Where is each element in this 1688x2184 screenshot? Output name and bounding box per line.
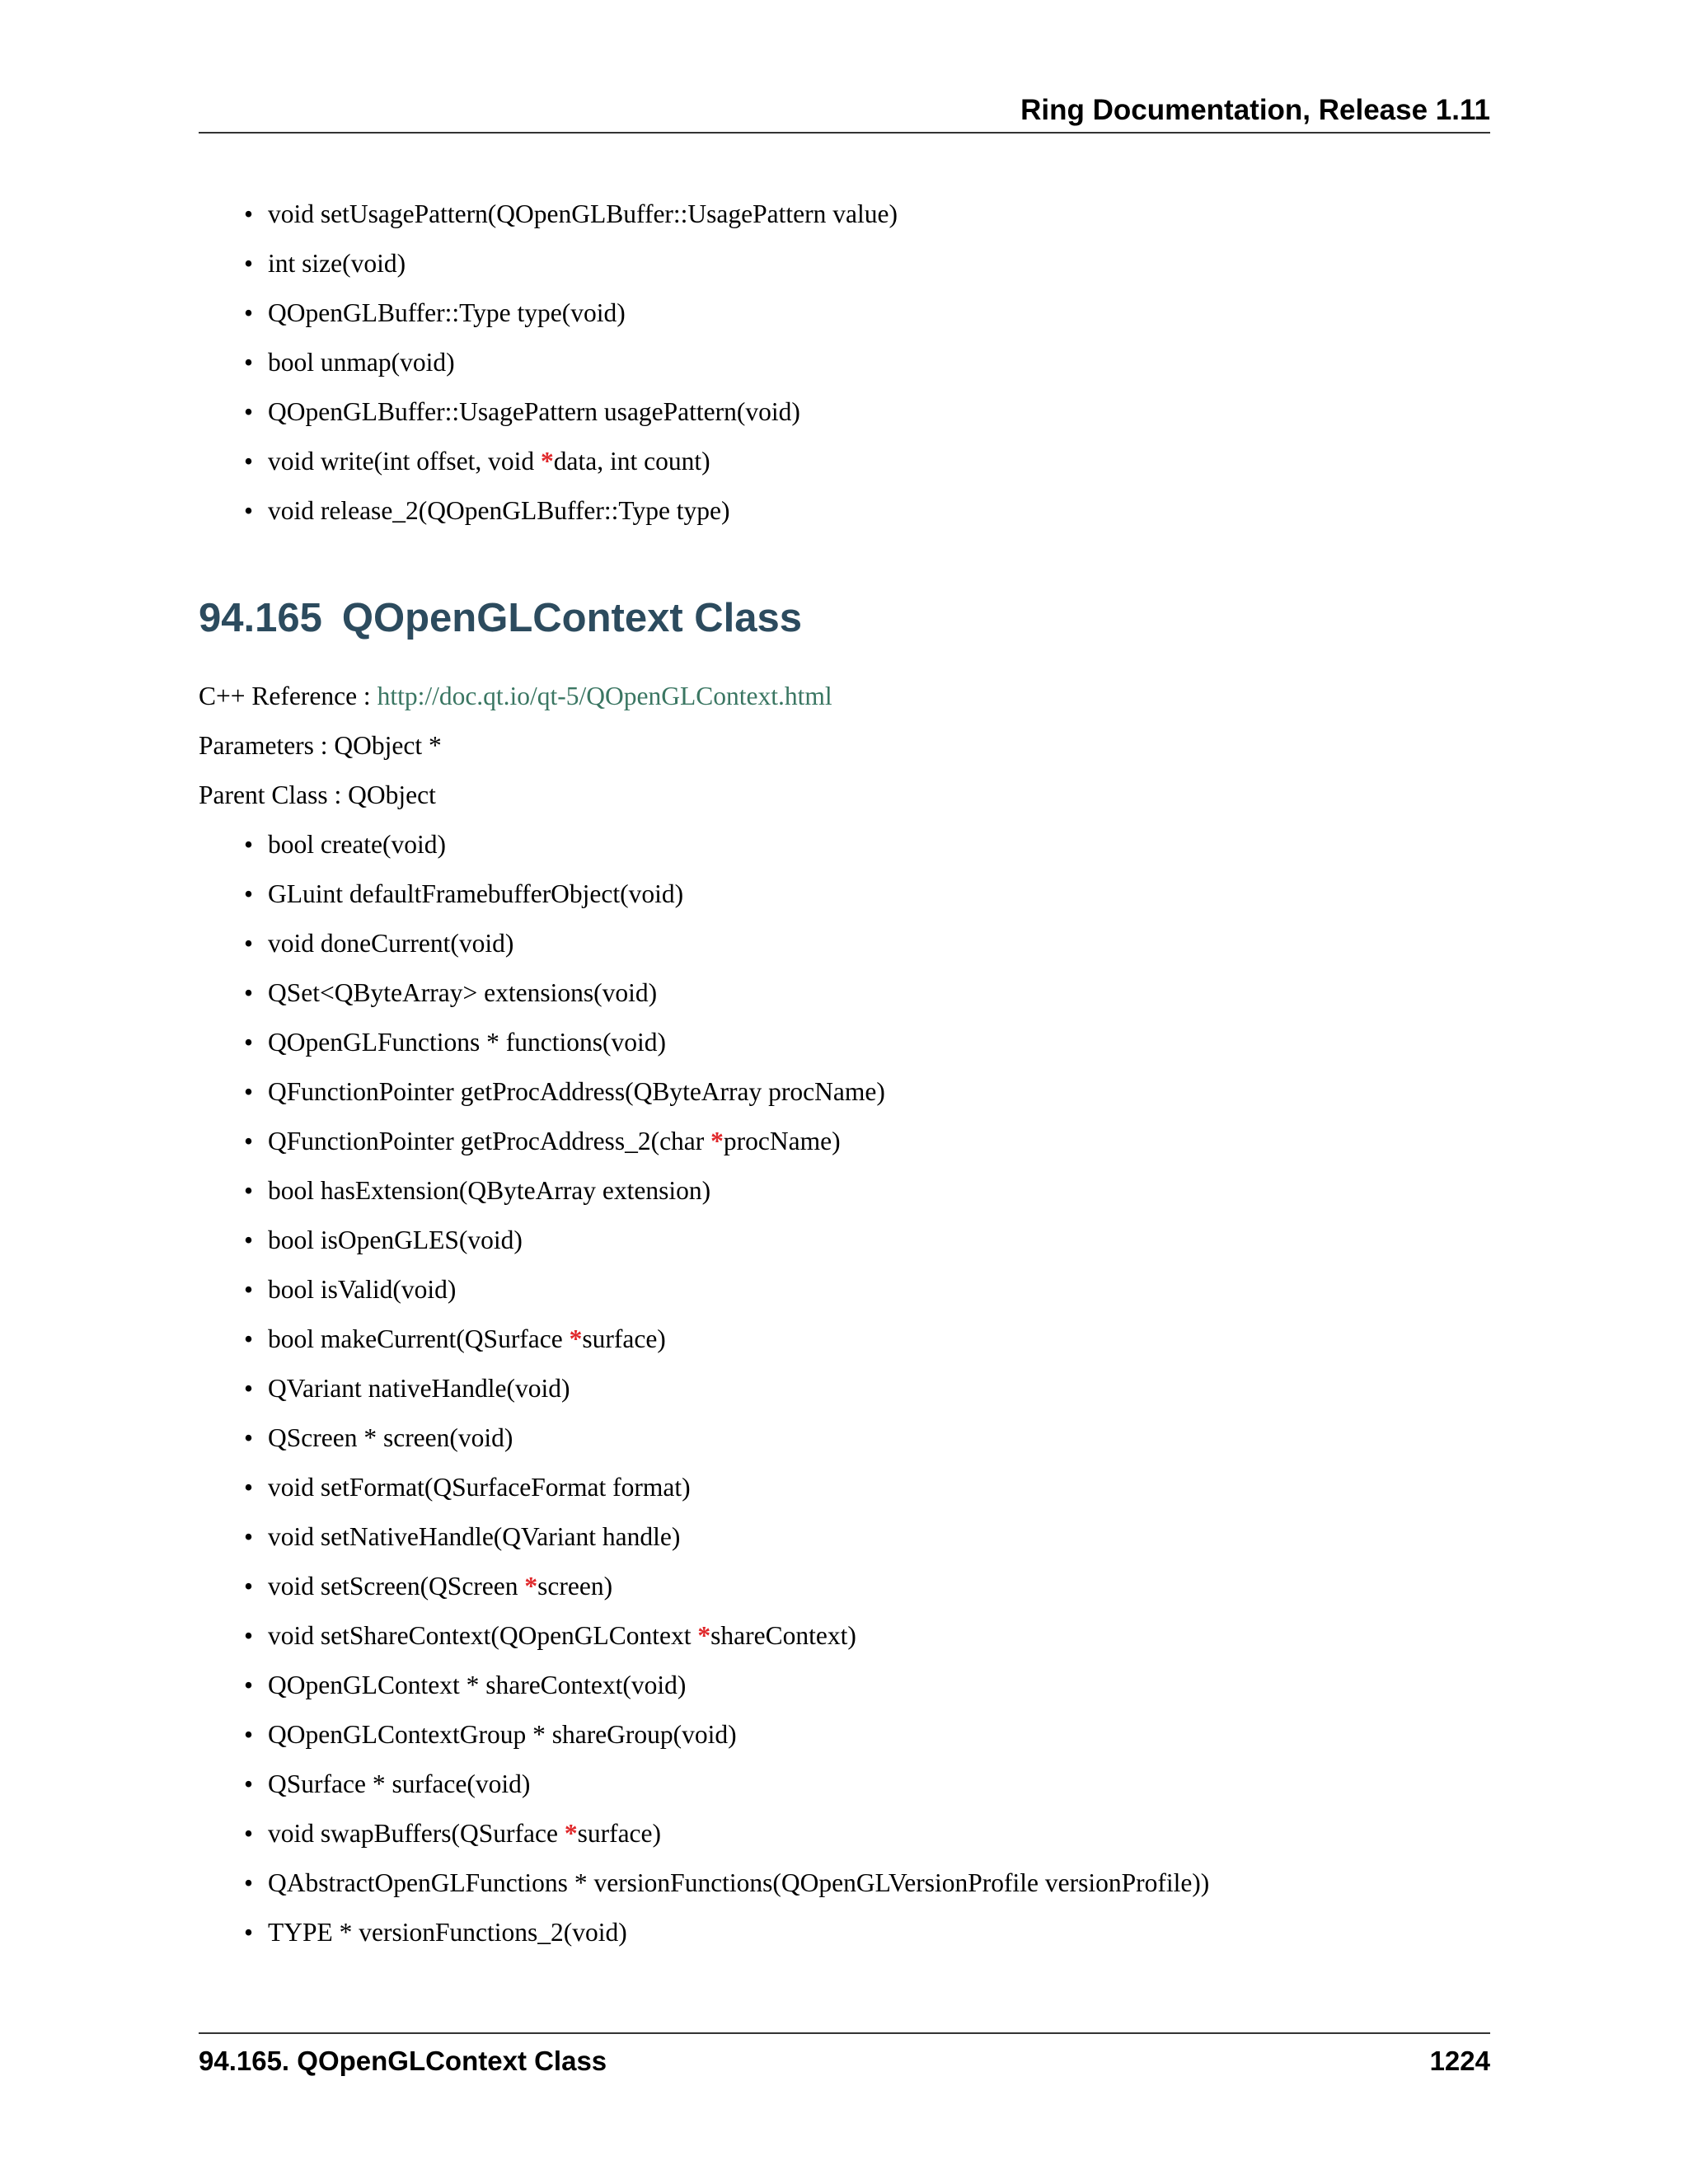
method-signature: bool isValid(void) xyxy=(268,1275,457,1304)
method-signature-rest: procName) xyxy=(723,1127,841,1155)
method-item xyxy=(199,1760,1209,1809)
method-item xyxy=(199,1809,1209,1858)
section-number: 94.165 xyxy=(199,596,322,640)
method-item xyxy=(199,239,898,288)
pointer-star: * xyxy=(564,1819,578,1848)
pointer-star: * xyxy=(569,1324,583,1353)
method-item xyxy=(199,1858,1209,1908)
bullet-icon: • xyxy=(244,1077,254,1106)
pointer-star: * xyxy=(710,1127,724,1155)
method-signature: void setShareContext(QOpenGLContext xyxy=(268,1621,698,1650)
page-number: 1224 xyxy=(1429,2046,1490,2076)
method-signature: QOpenGLBuffer::UsagePattern usagePattern(void) xyxy=(268,397,800,426)
method-signature: void swapBuffers(QSurface xyxy=(268,1819,565,1848)
method-item xyxy=(199,288,898,338)
bullet-icon: • xyxy=(244,1522,254,1551)
method-item xyxy=(199,820,1209,869)
method-signature: QFunctionPointer getProcAddress(QByteArray procName) xyxy=(268,1077,885,1106)
parent-class-line: Parent Class : QObject xyxy=(199,780,436,809)
parameters-line: Parameters : QObject * xyxy=(199,731,442,760)
bullet-icon: • xyxy=(244,1028,254,1057)
method-signature: QOpenGLBuffer::Type type(void) xyxy=(268,298,626,327)
method-signature: bool hasExtension(QByteArray extension) xyxy=(268,1176,711,1205)
method-item xyxy=(199,1661,1209,1710)
method-item xyxy=(199,1908,1209,1957)
bullet-icon: • xyxy=(244,496,254,525)
method-item xyxy=(199,1463,1209,1512)
method-item xyxy=(199,1216,1209,1265)
section-title: QOpenGLContext Class xyxy=(341,596,803,640)
method-signature-rest: screen) xyxy=(537,1572,613,1601)
method-item xyxy=(199,338,898,387)
bullet-icon: • xyxy=(244,1176,254,1205)
bullet-icon: • xyxy=(244,879,254,908)
section-heading xyxy=(199,585,802,651)
method-item xyxy=(199,1413,1209,1463)
method-signature: void setUsagePattern(QOpenGLBuffer::UsagePattern value) xyxy=(268,199,898,228)
method-signature-rest: shareContext) xyxy=(710,1621,856,1650)
method-signature: TYPE * versionFunctions_2(void) xyxy=(268,1918,627,1947)
bullet-icon: • xyxy=(244,978,254,1007)
bullet-icon: • xyxy=(244,1127,254,1155)
reference-link[interactable]: http://doc.qt.io/qt-5/QOpenGLContext.html xyxy=(377,682,832,710)
bullet-icon: • xyxy=(244,830,254,859)
footer-section: 94.165. QOpenGLContext Class xyxy=(199,2046,607,2076)
method-item xyxy=(199,437,898,486)
bullet-icon: • xyxy=(244,1720,254,1749)
bullet-icon: • xyxy=(244,1819,254,1848)
method-signature: void setNativeHandle(QVariant handle) xyxy=(268,1522,681,1551)
bullet-icon: • xyxy=(244,1324,254,1353)
bullet-icon: • xyxy=(244,447,254,476)
method-signature: QOpenGLContext * shareContext(void) xyxy=(268,1671,687,1699)
method-list xyxy=(199,820,1209,1957)
method-item xyxy=(199,387,898,437)
pointer-star: * xyxy=(524,1572,538,1601)
method-item xyxy=(199,1067,1209,1117)
method-item xyxy=(199,1562,1209,1611)
method-item xyxy=(199,1512,1209,1562)
method-item xyxy=(199,968,1209,1018)
bullet-icon: • xyxy=(244,1275,254,1304)
method-signature-rest: data, int count) xyxy=(553,447,710,476)
method-signature: GLuint defaultFramebufferObject(void) xyxy=(268,879,684,908)
method-item xyxy=(199,1315,1209,1364)
method-signature: void write(int offset, void xyxy=(268,447,541,476)
cpp-reference-line xyxy=(199,672,832,721)
running-footer xyxy=(199,2032,1490,2083)
method-item xyxy=(199,1364,1209,1413)
method-item xyxy=(199,486,898,536)
running-header xyxy=(199,92,1490,134)
method-item xyxy=(199,1166,1209,1216)
method-signature: void doneCurrent(void) xyxy=(268,929,514,958)
method-item xyxy=(199,1117,1209,1166)
method-item xyxy=(199,919,1209,968)
method-signature: bool create(void) xyxy=(268,830,447,859)
method-signature: QVariant nativeHandle(void) xyxy=(268,1374,570,1403)
bullet-icon: • xyxy=(244,1769,254,1798)
previous-class-method-list xyxy=(199,190,898,536)
method-signature: bool unmap(void) xyxy=(268,348,455,377)
bullet-icon: • xyxy=(244,1226,254,1254)
bullet-icon: • xyxy=(244,1621,254,1650)
bullet-icon: • xyxy=(244,1473,254,1502)
pointer-star: * xyxy=(541,447,554,476)
method-item xyxy=(199,1611,1209,1661)
method-signature-rest: surface) xyxy=(577,1819,661,1848)
bullet-icon: • xyxy=(244,298,254,327)
pointer-star: * xyxy=(697,1621,711,1650)
bullet-icon: • xyxy=(244,1868,254,1897)
method-signature: QSurface * surface(void) xyxy=(268,1769,531,1798)
method-signature: bool isOpenGLES(void) xyxy=(268,1226,523,1254)
bullet-icon: • xyxy=(244,397,254,426)
method-item xyxy=(199,869,1209,919)
method-item xyxy=(199,190,898,239)
method-signature: QScreen * screen(void) xyxy=(268,1423,513,1452)
bullet-icon: • xyxy=(244,929,254,958)
bullet-icon: • xyxy=(244,1918,254,1947)
bullet-icon: • xyxy=(244,1374,254,1403)
bullet-icon: • xyxy=(244,249,254,278)
method-item xyxy=(199,1018,1209,1067)
method-signature: void setFormat(QSurfaceFormat format) xyxy=(268,1473,691,1502)
method-signature: QAbstractOpenGLFunctions * versionFunctions(QOpenGLVersionProfile versionProfile)) xyxy=(268,1868,1210,1897)
method-signature: bool makeCurrent(QSurface xyxy=(268,1324,570,1353)
bullet-icon: • xyxy=(244,1671,254,1699)
bullet-icon: • xyxy=(244,199,254,228)
method-signature-rest: surface) xyxy=(582,1324,666,1353)
header-title: Ring Documentation, Release 1.11 xyxy=(1020,94,1490,126)
method-item xyxy=(199,1710,1209,1760)
method-signature: QOpenGLContextGroup * shareGroup(void) xyxy=(268,1720,737,1749)
method-signature: int size(void) xyxy=(268,249,406,278)
method-item xyxy=(199,1265,1209,1315)
bullet-icon: • xyxy=(244,348,254,377)
method-signature: QOpenGLFunctions * functions(void) xyxy=(268,1028,666,1057)
reference-label: C++ Reference : xyxy=(199,682,377,710)
method-signature: QSet<QByteArray> extensions(void) xyxy=(268,978,658,1007)
document-page xyxy=(199,0,1490,2184)
method-signature: void release_2(QOpenGLBuffer::Type type) xyxy=(268,496,730,525)
bullet-icon: • xyxy=(244,1572,254,1601)
method-signature: void setScreen(QScreen xyxy=(268,1572,525,1601)
method-signature: QFunctionPointer getProcAddress_2(char xyxy=(268,1127,711,1155)
bullet-icon: • xyxy=(244,1423,254,1452)
